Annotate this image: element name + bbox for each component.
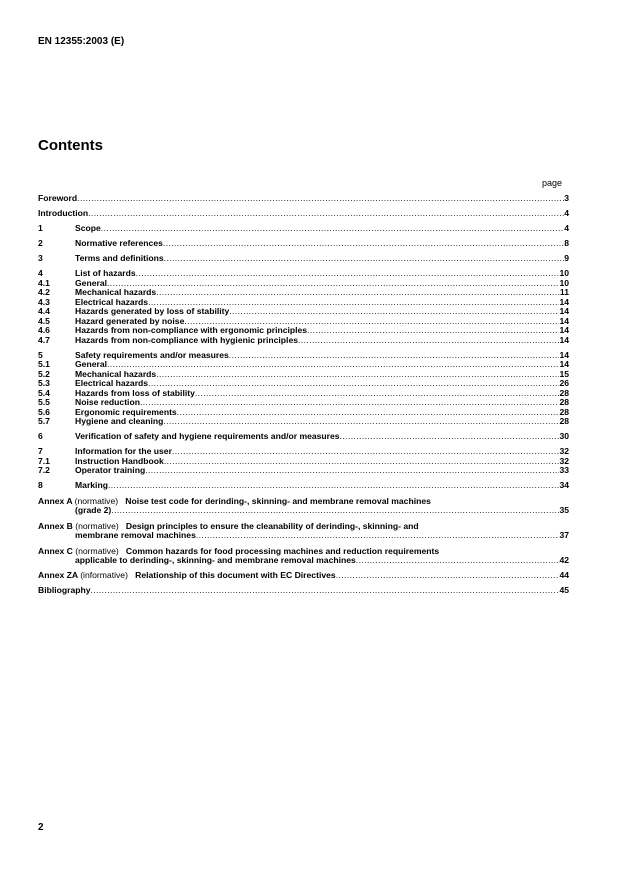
dot-leader: [163, 417, 559, 427]
toc-title: List of hazards: [75, 268, 136, 278]
toc-number: 8: [38, 480, 43, 490]
dot-leader: [156, 288, 560, 298]
toc-group: [38, 224, 569, 234]
toc-page-number: 8: [564, 238, 569, 248]
table-of-contents: [38, 194, 569, 601]
toc-title: Verification of safety and hygiene requirements and/or measures: [75, 431, 340, 441]
page-number: 2: [38, 822, 44, 833]
toc-title: Hazards generated by loss of stability: [75, 306, 230, 316]
toc-entry[interactable]: [38, 336, 569, 346]
toc-title: Marking: [75, 480, 108, 490]
dot-leader: [340, 432, 560, 442]
toc-page-number: 14: [559, 315, 569, 326]
page-title: Contents: [38, 137, 103, 154]
toc-page-number: 4: [564, 223, 569, 233]
annex-type: (normative): [75, 521, 119, 531]
toc-group: [38, 351, 569, 427]
dot-leader: [108, 481, 559, 491]
annex-label: Annex A: [38, 496, 73, 506]
toc-title: Normative references: [75, 238, 163, 248]
toc-page-number: 44: [559, 570, 569, 580]
toc-number: 1: [38, 223, 43, 233]
toc-title: Hazards from loss of stability: [75, 387, 195, 398]
toc-page-number: 14: [559, 306, 569, 316]
toc-title: Electrical hazards: [75, 378, 149, 388]
toc-title: Hazards from non-compliance with hygienic principles: [75, 334, 299, 345]
toc-title: Noise reduction: [75, 397, 140, 407]
toc-entry[interactable]: [38, 432, 569, 442]
toc-number: 4.1: [38, 277, 50, 288]
toc-group: [38, 239, 569, 249]
toc-number: 3: [38, 253, 43, 263]
toc-page-number: 28: [559, 397, 569, 407]
toc-title: Hygiene and cleaning: [75, 416, 164, 426]
annex-label: Annex ZA: [38, 570, 78, 580]
page-column-label: page: [542, 178, 563, 188]
dot-leader: [307, 326, 559, 336]
toc-title: Bibliography: [38, 585, 91, 595]
toc-entry[interactable]: [38, 269, 569, 279]
toc-entry-unnumbered: [38, 586, 569, 596]
toc-group: [38, 254, 569, 264]
dot-leader: [101, 224, 564, 234]
toc-page-number: 35: [559, 505, 569, 515]
toc-title: Mechanical hazards: [75, 368, 157, 379]
dot-leader: [298, 336, 559, 346]
dot-leader: [336, 571, 560, 581]
toc-page-number: 28: [559, 387, 569, 398]
toc-number: 5.1: [38, 359, 50, 369]
annex-title: applicable to derinding-, skinning- and membrane removal machines: [75, 555, 356, 565]
toc-title: Electrical hazards: [75, 296, 149, 307]
toc-title: Safety requirements and/or measures: [75, 349, 229, 360]
dot-leader: [140, 398, 559, 408]
toc-entry[interactable]: [38, 466, 569, 476]
toc-number: 5.6: [38, 406, 50, 417]
dot-leader: [111, 506, 559, 516]
annex-heading: [38, 571, 569, 581]
annex-heading-text: [38, 571, 336, 581]
toc-page-number: 3: [564, 193, 569, 203]
toc-title: Terms and definitions: [75, 253, 164, 263]
toc-number: 4.2: [38, 287, 50, 297]
dot-leader: [356, 556, 560, 566]
toc-title: Scope: [75, 223, 101, 233]
bibliography-entry[interactable]: [38, 586, 569, 596]
toc-page-number: 14: [559, 296, 569, 307]
toc-page-number: 14: [559, 349, 569, 360]
toc-page-number: 15: [559, 368, 569, 379]
annex-title: membrane removal machines: [75, 530, 196, 540]
toc-page-number: 30: [559, 431, 569, 441]
toc-group: [38, 194, 569, 204]
toc-title: Hazards from non-compliance with ergonomic principles: [75, 325, 308, 335]
toc-title: Information for the user: [75, 446, 172, 456]
toc-number: 7: [38, 446, 43, 456]
dot-leader: [172, 447, 560, 457]
annex-title: Design principles to ensure the cleanability of derinding-, skinning- and: [125, 521, 419, 531]
dot-leader: [91, 586, 560, 596]
toc-number: 4.4: [38, 306, 50, 316]
dot-leader: [229, 307, 559, 317]
toc-number: 5.5: [38, 397, 50, 407]
toc-title: Operator training: [75, 465, 146, 475]
toc-title: General: [75, 277, 108, 288]
annex-title-continuation: [38, 556, 569, 566]
toc-title: Instruction Handbook: [75, 455, 164, 466]
toc-page-number: 37: [559, 530, 569, 540]
dot-leader: [107, 279, 559, 289]
dot-leader: [164, 457, 560, 467]
toc-number: 5: [38, 349, 43, 360]
toc-title: Foreword: [38, 193, 78, 203]
toc-entry[interactable]: [38, 417, 569, 427]
toc-page-number: 42: [559, 555, 569, 565]
toc-entry[interactable]: [38, 239, 569, 249]
annex-title-continuation: [38, 506, 569, 516]
toc-page-number: 11: [559, 287, 569, 297]
toc-page-number: 28: [559, 416, 569, 426]
toc-page-number: 32: [559, 446, 569, 456]
annex-entry[interactable]: [38, 496, 569, 516]
annex-title: Noise test code for derinding-, skinning- and membrane removal machines: [125, 496, 431, 506]
toc-group: [38, 209, 569, 219]
toc-number: 5.2: [38, 368, 50, 379]
toc-page-number: 34: [559, 480, 569, 490]
annex-title: Common hazards for food processing machines and reduction requirements: [125, 546, 440, 556]
toc-number: 4: [38, 268, 43, 278]
annex-entry[interactable]: [38, 546, 569, 566]
toc-number: 4.5: [38, 315, 50, 326]
dot-leader: [164, 254, 565, 264]
annex-title-continuation: [38, 531, 569, 541]
dot-leader: [77, 194, 564, 204]
toc-entry[interactable]: [38, 351, 569, 361]
toc-title: Hazard generated by noise: [75, 315, 185, 326]
toc-title: Mechanical hazards: [75, 287, 157, 297]
toc-number: 7.1: [38, 455, 50, 466]
toc-entry-unnumbered[interactable]: [38, 194, 569, 204]
toc-title: Introduction: [38, 208, 89, 218]
toc-page-number: 33: [559, 465, 569, 475]
toc-number: 5.4: [38, 387, 50, 398]
dot-leader: [229, 351, 560, 361]
toc-group: [38, 447, 569, 476]
toc-entry-unnumbered[interactable]: [38, 209, 569, 219]
toc-entry[interactable]: [38, 254, 569, 264]
toc-page-number: 4: [564, 208, 569, 218]
toc-page-number: 14: [559, 334, 569, 345]
annex-type: (informative): [80, 570, 128, 580]
toc-number: 4.3: [38, 296, 50, 307]
toc-group: [38, 481, 569, 491]
dot-leader: [136, 269, 560, 279]
toc-page-number: 32: [559, 455, 569, 466]
toc-group: [38, 432, 569, 442]
annex-title: Relationship of this document with EC Directives: [135, 570, 336, 580]
toc-number: 7.2: [38, 465, 50, 475]
toc-page-number: 26: [559, 378, 569, 388]
toc-number: 5.3: [38, 378, 50, 388]
toc-number: 6: [38, 431, 43, 441]
dot-leader: [148, 379, 559, 389]
document-identifier: EN 12355:2003 (E): [38, 36, 125, 47]
toc-page-number: 28: [559, 406, 569, 417]
toc-group: [38, 269, 569, 345]
annex-entry[interactable]: [38, 521, 569, 541]
annex-title: (grade 2): [75, 505, 112, 515]
toc-page-number: 14: [559, 325, 569, 335]
toc-page-number: 10: [559, 277, 569, 288]
toc-number: 5.7: [38, 416, 50, 426]
dot-leader: [145, 466, 559, 476]
dot-leader: [88, 209, 564, 219]
dot-leader: [195, 389, 560, 399]
toc-number: 2: [38, 238, 43, 248]
toc-number: 4.6: [38, 325, 50, 335]
annex-type: (normative): [74, 496, 119, 506]
toc-title: Ergonomic requirements: [75, 406, 177, 417]
dot-leader: [196, 531, 560, 541]
dot-leader: [107, 360, 559, 370]
annex-label: Annex B: [38, 521, 73, 531]
annex-label: Annex C: [38, 546, 73, 556]
toc-page-number: 10: [559, 268, 569, 278]
dot-leader: [163, 239, 564, 249]
annex-type: (normative): [75, 546, 119, 556]
toc-page-number: 14: [559, 359, 569, 369]
toc-title: General: [75, 359, 108, 369]
annex-heading: [38, 496, 569, 506]
toc-number: 4.7: [38, 334, 50, 345]
toc-entry[interactable]: [38, 224, 569, 234]
toc-page-number: 9: [564, 253, 569, 263]
toc-entry[interactable]: [38, 481, 569, 491]
annex-entry[interactable]: [38, 571, 569, 581]
dot-leader: [156, 370, 559, 380]
toc-page-number: 45: [559, 585, 569, 595]
dot-leader: [177, 408, 560, 418]
